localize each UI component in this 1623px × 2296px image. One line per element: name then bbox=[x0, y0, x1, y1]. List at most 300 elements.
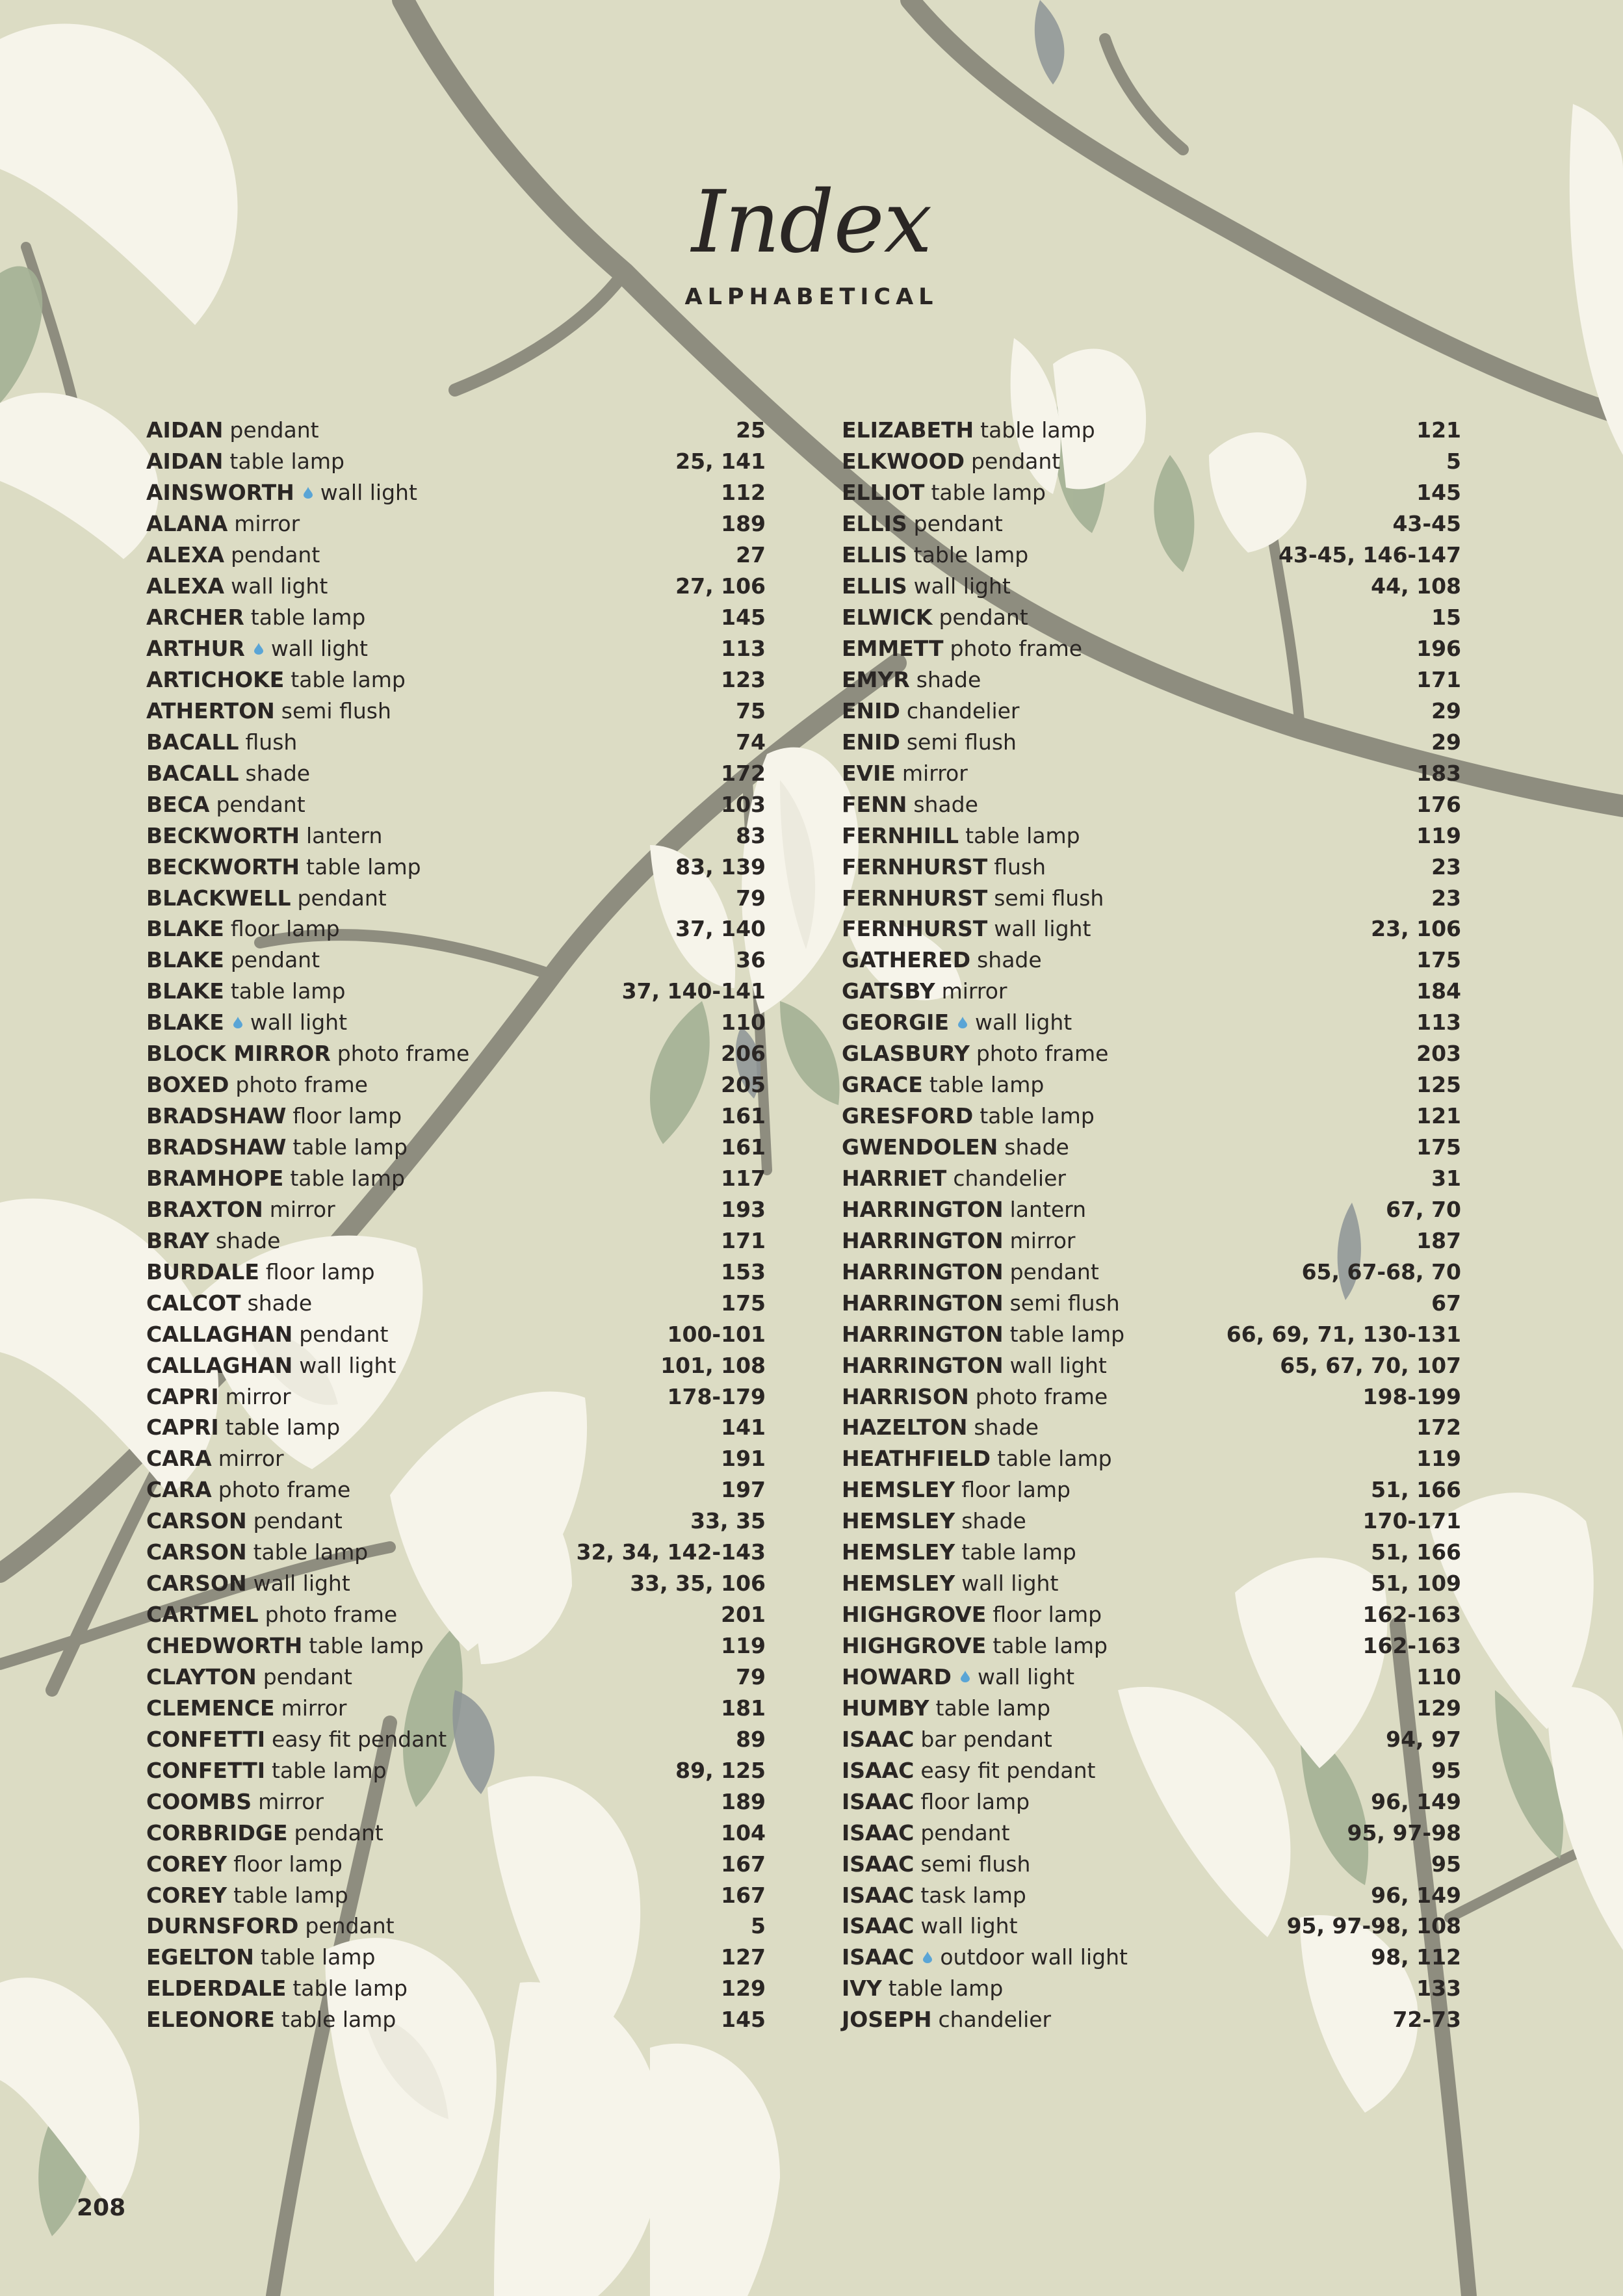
entry-label bbox=[146, 1758, 387, 1783]
page-references: 23 bbox=[1431, 885, 1461, 911]
product-type: table lamp bbox=[253, 1539, 369, 1565]
index-column-right bbox=[842, 415, 1461, 2035]
page-references: 181 bbox=[721, 1695, 766, 1721]
index-entry bbox=[146, 913, 766, 945]
page-references: 193 bbox=[721, 1196, 766, 1222]
product-name: CLEMENCE bbox=[146, 1695, 275, 1721]
entry-label bbox=[146, 1851, 343, 1877]
product-name: ENID bbox=[842, 729, 900, 755]
page-references: 94, 97 bbox=[1386, 1726, 1461, 1752]
product-type: pendant bbox=[299, 1321, 389, 1347]
index-entry bbox=[842, 1474, 1461, 1506]
product-name: ALANA bbox=[146, 511, 228, 537]
index-entry bbox=[146, 695, 766, 726]
product-name: CALCOT bbox=[146, 1290, 241, 1316]
entry-label bbox=[146, 885, 387, 911]
entry-label bbox=[146, 1322, 388, 1347]
product-type: semi flush bbox=[920, 1851, 1031, 1877]
entry-label bbox=[146, 1134, 408, 1160]
index-entry bbox=[146, 820, 766, 851]
index-entry bbox=[146, 945, 766, 976]
index-entry bbox=[842, 1911, 1461, 1942]
index-entry bbox=[146, 1723, 766, 1755]
page-references: 133 bbox=[1416, 1976, 1461, 2002]
page-references: 37, 140-141 bbox=[621, 978, 766, 1004]
index-entry bbox=[146, 415, 766, 446]
page-references: 33, 35, 106 bbox=[630, 1571, 766, 1597]
index-column-left bbox=[146, 415, 766, 2035]
product-name: CARSON bbox=[146, 1539, 247, 1565]
product-type: photo frame bbox=[337, 1041, 470, 1067]
water-drop-icon bbox=[923, 1951, 932, 1963]
product-name: CONFETTI bbox=[146, 1726, 266, 1752]
page-references: 161 bbox=[721, 1103, 766, 1129]
index-entry bbox=[842, 945, 1461, 976]
entry-label bbox=[842, 417, 1095, 443]
product-type: lantern bbox=[306, 822, 383, 848]
product-type: shade bbox=[977, 947, 1042, 973]
page-references: 123 bbox=[721, 666, 766, 692]
product-name: COREY bbox=[146, 1882, 227, 1908]
product-type: wall light bbox=[250, 1010, 348, 1036]
entry-label bbox=[146, 1944, 375, 1970]
product-type: mirror bbox=[941, 978, 1007, 1004]
product-type: outdoor wall light bbox=[940, 1944, 1128, 1970]
entry-label bbox=[146, 1415, 340, 1440]
entry-label bbox=[842, 792, 978, 817]
product-type: table lamp bbox=[260, 1944, 376, 1970]
product-type: table lamp bbox=[1009, 1321, 1125, 1347]
product-name: HARRINGTON bbox=[842, 1321, 1004, 1347]
index-entry bbox=[842, 726, 1461, 757]
index-entry bbox=[842, 1942, 1461, 1973]
product-type: mirror bbox=[218, 1446, 284, 1472]
product-name: BLAKE bbox=[146, 1010, 224, 1036]
page-references: 145 bbox=[721, 2007, 766, 2033]
product-name: ELDERDALE bbox=[146, 1976, 287, 2002]
product-type: wall light bbox=[320, 480, 417, 506]
entry-label bbox=[842, 1446, 1112, 1471]
index-entry bbox=[146, 508, 766, 540]
index-entry bbox=[842, 1350, 1461, 1381]
index-entry bbox=[146, 664, 766, 696]
product-name: ELLIS bbox=[842, 511, 907, 537]
product-name: ISAAC bbox=[842, 1851, 915, 1877]
index-entry bbox=[146, 726, 766, 757]
product-type: pendant bbox=[913, 511, 1003, 537]
entry-label bbox=[842, 1353, 1107, 1378]
entry-label bbox=[842, 1633, 1108, 1658]
index-entry bbox=[146, 1630, 766, 1662]
product-type: table lamp bbox=[931, 480, 1046, 506]
entry-label bbox=[146, 1259, 375, 1285]
product-type: floor lamp bbox=[292, 1103, 402, 1129]
page-references: 153 bbox=[721, 1259, 766, 1285]
product-name: JOSEPH bbox=[842, 2007, 932, 2033]
entry-label bbox=[146, 1477, 350, 1502]
page-references: 178-179 bbox=[667, 1383, 766, 1409]
product-name: BRAMHOPE bbox=[146, 1165, 284, 1191]
product-name: AIDAN bbox=[146, 449, 224, 475]
water-drop-icon bbox=[958, 1017, 967, 1028]
entry-label bbox=[842, 636, 1082, 661]
product-name: FERNHURST bbox=[842, 885, 988, 911]
index-entry bbox=[842, 1848, 1461, 1879]
product-name: ELLIOT bbox=[842, 480, 925, 506]
product-name: CARA bbox=[146, 1477, 212, 1503]
product-name: ELWICK bbox=[842, 605, 933, 631]
product-name: ISAAC bbox=[842, 1944, 915, 1970]
index-entry bbox=[146, 1599, 766, 1630]
product-name: ARTICHOKE bbox=[146, 666, 285, 692]
page-references: 175 bbox=[1416, 947, 1461, 973]
product-type: table lamp bbox=[291, 666, 406, 692]
index-entry bbox=[146, 1038, 766, 1069]
entry-label bbox=[146, 1602, 397, 1627]
index-entry bbox=[146, 976, 766, 1007]
product-type: table lamp bbox=[980, 1103, 1095, 1129]
product-name: HIGHGROVE bbox=[842, 1633, 987, 1659]
product-name: CARTMEL bbox=[146, 1602, 259, 1628]
product-type: mirror bbox=[902, 760, 968, 786]
product-type: shade bbox=[215, 1227, 281, 1253]
entry-label bbox=[146, 1041, 469, 1066]
entry-label bbox=[146, 1197, 335, 1222]
page-references: 5 bbox=[1446, 449, 1461, 475]
product-name: HARRINGTON bbox=[842, 1196, 1004, 1222]
index-entry bbox=[842, 1318, 1461, 1350]
page-references: 51, 166 bbox=[1371, 1477, 1461, 1503]
product-name: HARRINGTON bbox=[842, 1259, 1004, 1285]
product-name: HEMSLEY bbox=[842, 1539, 955, 1565]
product-type: floor lamp bbox=[230, 916, 340, 942]
product-name: HEMSLEY bbox=[842, 1477, 955, 1503]
index-entry bbox=[146, 446, 766, 477]
index-entry bbox=[842, 1879, 1461, 1911]
product-type: table lamp bbox=[250, 605, 366, 631]
page-references: 67, 70 bbox=[1386, 1196, 1461, 1222]
index-entry bbox=[146, 477, 766, 508]
index-entry bbox=[146, 1225, 766, 1256]
page-subtitle: ALPHABETICAL bbox=[684, 284, 939, 310]
product-name: BLAKE bbox=[146, 916, 224, 942]
index-entry bbox=[842, 1287, 1461, 1318]
product-name: ISAAC bbox=[842, 1757, 915, 1783]
index-entry bbox=[842, 571, 1461, 602]
page-references: 175 bbox=[1416, 1134, 1461, 1160]
index-entry bbox=[842, 789, 1461, 820]
entry-label bbox=[146, 1353, 396, 1378]
entry-label bbox=[146, 636, 368, 661]
product-name: ARTHUR bbox=[146, 636, 245, 662]
product-type: table lamp bbox=[965, 822, 1080, 848]
page-references: 32, 34, 142-143 bbox=[576, 1539, 766, 1565]
product-name: BECA bbox=[146, 791, 210, 817]
page-references: 183 bbox=[1416, 760, 1461, 786]
page-references: 44, 108 bbox=[1371, 573, 1461, 599]
page-references: 167 bbox=[721, 1882, 766, 1908]
product-name: HOWARD bbox=[842, 1663, 952, 1689]
index-entry bbox=[146, 1568, 766, 1599]
page-references: 203 bbox=[1416, 1041, 1461, 1067]
page-references: 170-171 bbox=[1362, 1508, 1461, 1534]
entry-label bbox=[842, 667, 981, 692]
entry-label bbox=[842, 729, 1017, 755]
page-references: 37, 140 bbox=[675, 916, 766, 942]
index-entry bbox=[842, 882, 1461, 913]
index-entry bbox=[842, 1973, 1461, 2004]
index-entry bbox=[146, 633, 766, 664]
product-type: chandelier bbox=[938, 2007, 1052, 2033]
entry-label bbox=[146, 792, 305, 817]
page-references: 119 bbox=[1416, 1446, 1461, 1472]
index-entry bbox=[146, 1817, 766, 1848]
page-references: 33, 35 bbox=[690, 1508, 766, 1534]
product-name: FENN bbox=[842, 791, 907, 817]
product-type: floor lamp bbox=[993, 1602, 1102, 1628]
product-type: photo frame bbox=[265, 1602, 398, 1628]
water-drop-icon bbox=[254, 643, 263, 655]
page-references: 191 bbox=[721, 1446, 766, 1472]
product-name: GWENDOLEN bbox=[842, 1134, 998, 1160]
index-entry bbox=[146, 1692, 766, 1723]
page-references: 171 bbox=[721, 1227, 766, 1253]
page-references: 79 bbox=[736, 885, 766, 911]
entry-label bbox=[842, 1197, 1086, 1222]
index-entry bbox=[842, 1537, 1461, 1568]
entry-label bbox=[146, 1384, 291, 1409]
index-entry bbox=[842, 540, 1461, 571]
index-entry bbox=[842, 1225, 1461, 1256]
product-name: GRESFORD bbox=[842, 1103, 974, 1129]
entry-label bbox=[842, 1695, 1050, 1721]
index-entry bbox=[146, 1412, 766, 1443]
page-references: 65, 67, 70, 107 bbox=[1280, 1352, 1461, 1378]
page-references: 72-73 bbox=[1392, 2007, 1461, 2033]
page-number: 208 bbox=[77, 2195, 126, 2221]
index-entry bbox=[146, 1007, 766, 1038]
product-name: ELLIS bbox=[842, 573, 907, 599]
index-entry bbox=[146, 882, 766, 913]
entry-label bbox=[146, 1789, 324, 1814]
product-type: table lamp bbox=[225, 1415, 341, 1441]
entry-label bbox=[146, 417, 319, 443]
product-name: ISAAC bbox=[842, 1913, 915, 1939]
index-entry bbox=[842, 1723, 1461, 1755]
product-type: photo frame bbox=[235, 1072, 368, 1098]
product-type: pendant bbox=[229, 417, 319, 443]
product-name: BOXED bbox=[146, 1072, 229, 1098]
entry-label bbox=[842, 1508, 1026, 1533]
product-type: table lamp bbox=[230, 978, 346, 1004]
page-references: 110 bbox=[721, 1010, 766, 1036]
page-references: 25, 141 bbox=[675, 449, 766, 475]
product-name: ENID bbox=[842, 698, 900, 724]
product-type: table lamp bbox=[997, 1446, 1112, 1472]
page-references: 101, 108 bbox=[660, 1352, 766, 1378]
product-name: CONFETTI bbox=[146, 1757, 266, 1783]
index-entry bbox=[842, 446, 1461, 477]
product-type: semi flush bbox=[906, 729, 1017, 755]
product-type: table lamp bbox=[888, 1976, 1004, 2002]
product-name: BACALL bbox=[146, 729, 239, 755]
entry-label bbox=[146, 1166, 405, 1191]
product-type: pendant bbox=[253, 1508, 343, 1534]
entry-label bbox=[146, 449, 344, 474]
index-entry bbox=[146, 1879, 766, 1911]
entry-label bbox=[146, 511, 300, 536]
index-entry bbox=[842, 1506, 1461, 1537]
product-name: CARA bbox=[146, 1446, 212, 1472]
product-type: semi flush bbox=[281, 698, 391, 724]
index-entry bbox=[842, 1630, 1461, 1662]
entry-label bbox=[842, 1976, 1003, 2001]
entry-label bbox=[842, 1727, 1052, 1752]
entry-label bbox=[842, 1758, 1095, 1783]
product-type: bar pendant bbox=[920, 1726, 1052, 1752]
entry-label bbox=[842, 1010, 1072, 1035]
page-references: 198-199 bbox=[1362, 1383, 1461, 1409]
entry-label bbox=[146, 823, 382, 848]
page-references: 89, 125 bbox=[675, 1757, 766, 1783]
page-references: 189 bbox=[721, 511, 766, 537]
product-type: floor lamp bbox=[265, 1259, 375, 1285]
product-name: BACALL bbox=[146, 760, 239, 786]
entry-label bbox=[842, 1290, 1120, 1316]
page-references: 187 bbox=[1416, 1227, 1461, 1253]
product-name: BURDALE bbox=[146, 1259, 259, 1285]
entry-label bbox=[842, 1820, 1010, 1846]
product-type: wall light bbox=[270, 636, 368, 662]
page-references: 112 bbox=[721, 480, 766, 506]
entry-label bbox=[146, 854, 421, 880]
product-name: ALEXA bbox=[146, 542, 225, 568]
entry-label bbox=[146, 1976, 408, 2001]
index-entry bbox=[146, 1973, 766, 2004]
product-type: photo frame bbox=[950, 636, 1083, 662]
index-entry bbox=[842, 1132, 1461, 1163]
entry-label bbox=[842, 1228, 1075, 1253]
entry-label bbox=[842, 698, 1020, 724]
product-name: COREY bbox=[146, 1851, 227, 1877]
product-type: mirror bbox=[1009, 1227, 1076, 1253]
page-references: 29 bbox=[1431, 729, 1461, 755]
index-entry bbox=[842, 1817, 1461, 1848]
index-entry bbox=[842, 602, 1461, 633]
page-references: 75 bbox=[736, 698, 766, 724]
index-entry bbox=[146, 1474, 766, 1506]
product-name: ISAAC bbox=[842, 1882, 915, 1908]
product-type: pendant bbox=[920, 1820, 1010, 1846]
index-entry bbox=[842, 1069, 1461, 1101]
product-type: table lamp bbox=[929, 1072, 1045, 1098]
entry-label bbox=[146, 698, 391, 724]
page-references: 184 bbox=[1416, 978, 1461, 1004]
product-name: EVIE bbox=[842, 760, 896, 786]
entry-label bbox=[842, 978, 1007, 1004]
page-references: 121 bbox=[1416, 1103, 1461, 1129]
page-references: 113 bbox=[721, 636, 766, 662]
product-name: BRADSHAW bbox=[146, 1103, 287, 1129]
entry-label bbox=[842, 1664, 1074, 1689]
product-name: GEORGIE bbox=[842, 1010, 949, 1036]
product-name: AIDAN bbox=[146, 417, 224, 443]
entry-label bbox=[842, 1384, 1108, 1409]
entry-label bbox=[842, 1944, 1128, 1970]
entry-label bbox=[842, 480, 1046, 505]
page-references: 103 bbox=[721, 791, 766, 817]
page-references: 51, 166 bbox=[1371, 1539, 1461, 1565]
entry-label bbox=[146, 2007, 396, 2032]
entry-label bbox=[146, 1539, 368, 1565]
page-references: 119 bbox=[721, 1633, 766, 1659]
page-references: 74 bbox=[736, 729, 766, 755]
product-type: table lamp bbox=[306, 854, 421, 880]
product-name: HARRINGTON bbox=[842, 1352, 1004, 1378]
product-type: photo frame bbox=[976, 1041, 1109, 1067]
page-references: 197 bbox=[721, 1477, 766, 1503]
page-references: 172 bbox=[1416, 1415, 1461, 1441]
entry-label bbox=[146, 1103, 402, 1128]
entry-label bbox=[842, 1134, 1069, 1160]
index-entry bbox=[842, 1786, 1461, 1817]
entry-label bbox=[842, 1789, 1030, 1814]
index-entry bbox=[146, 1848, 766, 1879]
index-entry bbox=[146, 2004, 766, 2035]
product-type: wall light bbox=[994, 916, 1091, 942]
product-type: table lamp bbox=[993, 1633, 1108, 1659]
product-type: table lamp bbox=[935, 1695, 1051, 1721]
index-entry bbox=[146, 1381, 766, 1412]
index-entry bbox=[146, 1786, 766, 1817]
page-references: 27 bbox=[736, 542, 766, 568]
product-name: EMYR bbox=[842, 666, 910, 692]
index-entry bbox=[842, 633, 1461, 664]
product-type: chandelier bbox=[953, 1165, 1066, 1191]
product-name: ISAAC bbox=[842, 1788, 915, 1814]
product-name: CARSON bbox=[146, 1571, 247, 1597]
entry-label bbox=[146, 1508, 343, 1533]
entry-label bbox=[146, 1664, 352, 1689]
product-type: shade bbox=[913, 791, 978, 817]
entry-label bbox=[146, 1072, 368, 1097]
product-name: COOMBS bbox=[146, 1788, 252, 1814]
entry-label bbox=[146, 1695, 346, 1721]
product-type: table lamp bbox=[980, 417, 1095, 443]
entry-label bbox=[842, 916, 1091, 941]
page-references: 31 bbox=[1431, 1165, 1461, 1191]
product-name: GLASBURY bbox=[842, 1041, 970, 1067]
product-type: photo frame bbox=[975, 1383, 1108, 1409]
product-name: ALEXA bbox=[146, 573, 225, 599]
product-name: HUMBY bbox=[842, 1695, 929, 1721]
page-references: 25 bbox=[736, 417, 766, 443]
entry-label bbox=[842, 2007, 1051, 2032]
product-type: pendant bbox=[294, 1820, 383, 1846]
page-references: 96, 149 bbox=[1371, 1882, 1461, 1908]
page-references: 110 bbox=[1416, 1663, 1461, 1689]
entry-label bbox=[842, 1103, 1095, 1128]
page-references: 117 bbox=[721, 1165, 766, 1191]
page-references: 83, 139 bbox=[675, 854, 766, 880]
product-name: BLOCK MIRROR bbox=[146, 1041, 331, 1067]
entry-label bbox=[842, 449, 1060, 474]
index-entry bbox=[146, 1755, 766, 1786]
index-entry bbox=[146, 1318, 766, 1350]
product-type: table lamp bbox=[272, 1757, 387, 1783]
product-type: wall light bbox=[1009, 1352, 1107, 1378]
page-references: 29 bbox=[1431, 698, 1461, 724]
